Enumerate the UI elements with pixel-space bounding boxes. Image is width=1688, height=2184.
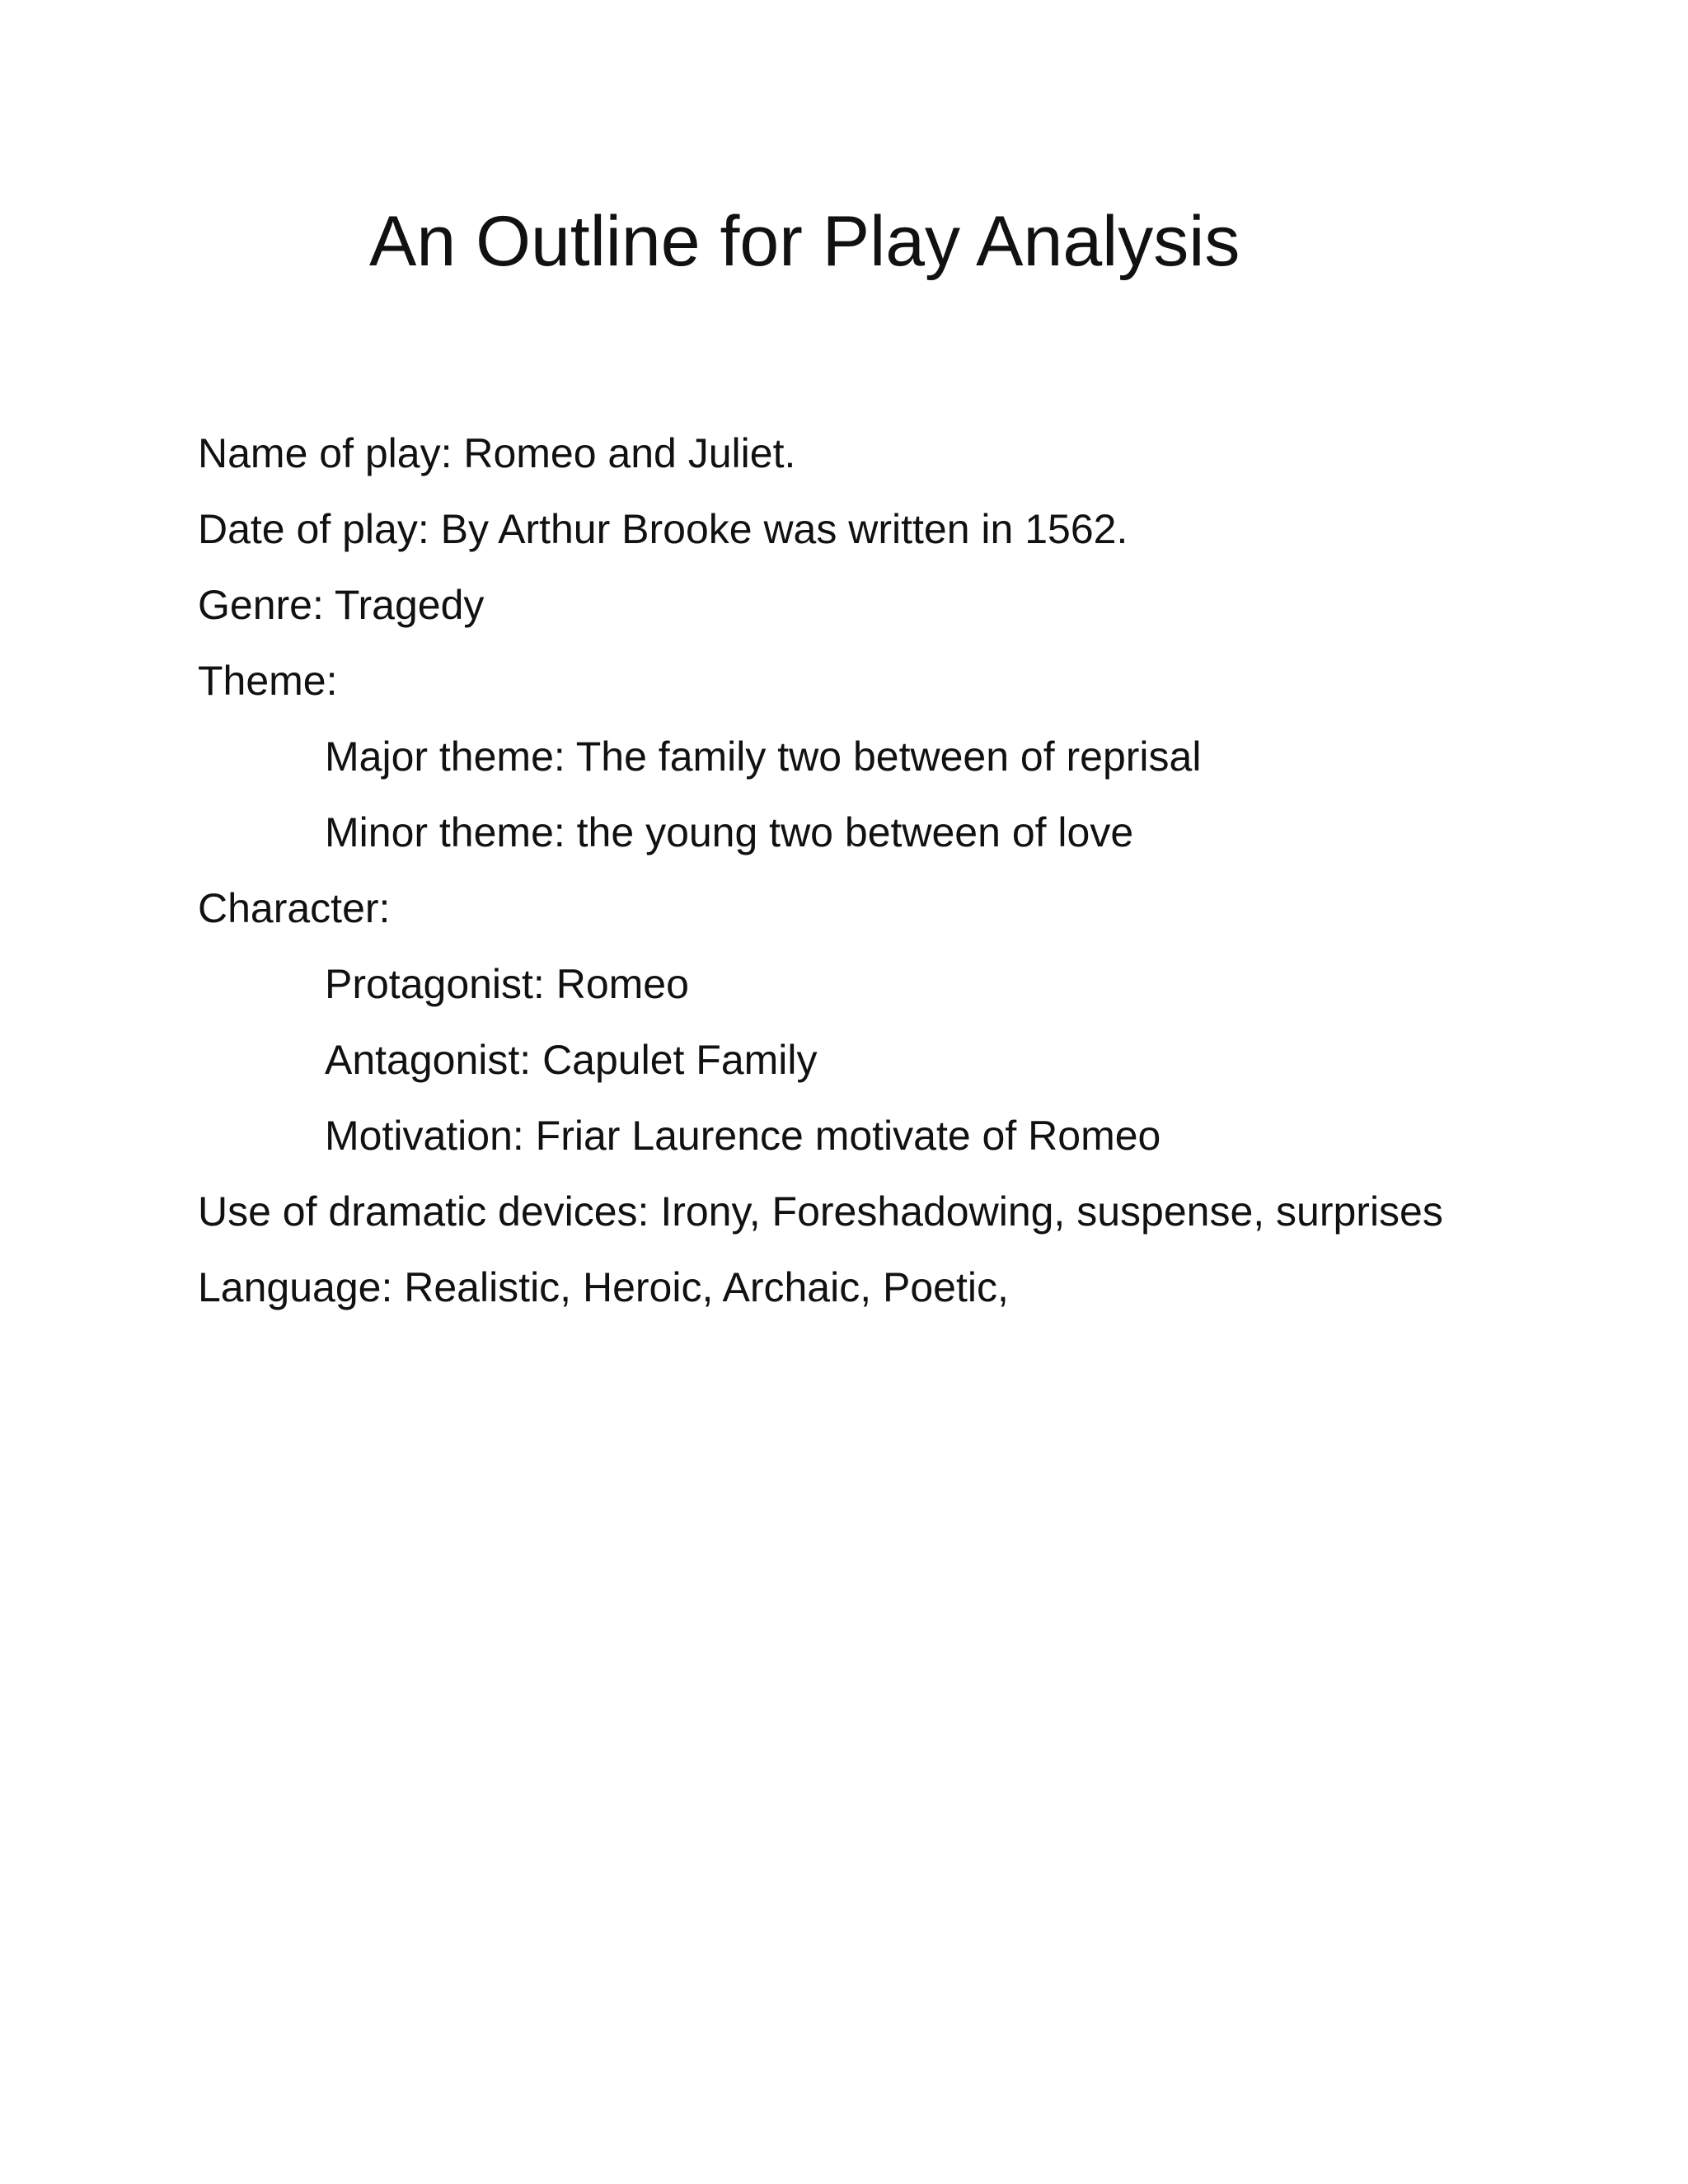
line-name-of-play: Name of play: Romeo and Juliet. (198, 430, 796, 476)
line-protagonist: Protagonist: Romeo (325, 961, 689, 1007)
line-theme-heading: Theme: (198, 658, 338, 704)
line-date-of-play: Date of play: By Arthur Brooke was written in 1562. (198, 506, 1128, 552)
line-language: Language: Realistic, Heroic, Archaic, Poetic, (198, 1264, 1009, 1310)
line-major-theme: Major theme: The family two between of reprisal (325, 733, 1202, 780)
line-motivation: Motivation: Friar Laurence motivate of Romeo (325, 1113, 1161, 1159)
line-character-heading: Character: (198, 885, 391, 931)
line-dramatic-devices: Use of dramatic devices: Irony, Foreshadowing, suspense, surprises (198, 1188, 1443, 1235)
document-title: An Outline for Play Analysis (369, 202, 1240, 281)
line-minor-theme: Minor theme: the young two between of love (325, 809, 1134, 855)
line-genre: Genre: Tragedy (198, 582, 485, 628)
line-antagonist: Antagonist: Capulet Family (325, 1037, 818, 1083)
